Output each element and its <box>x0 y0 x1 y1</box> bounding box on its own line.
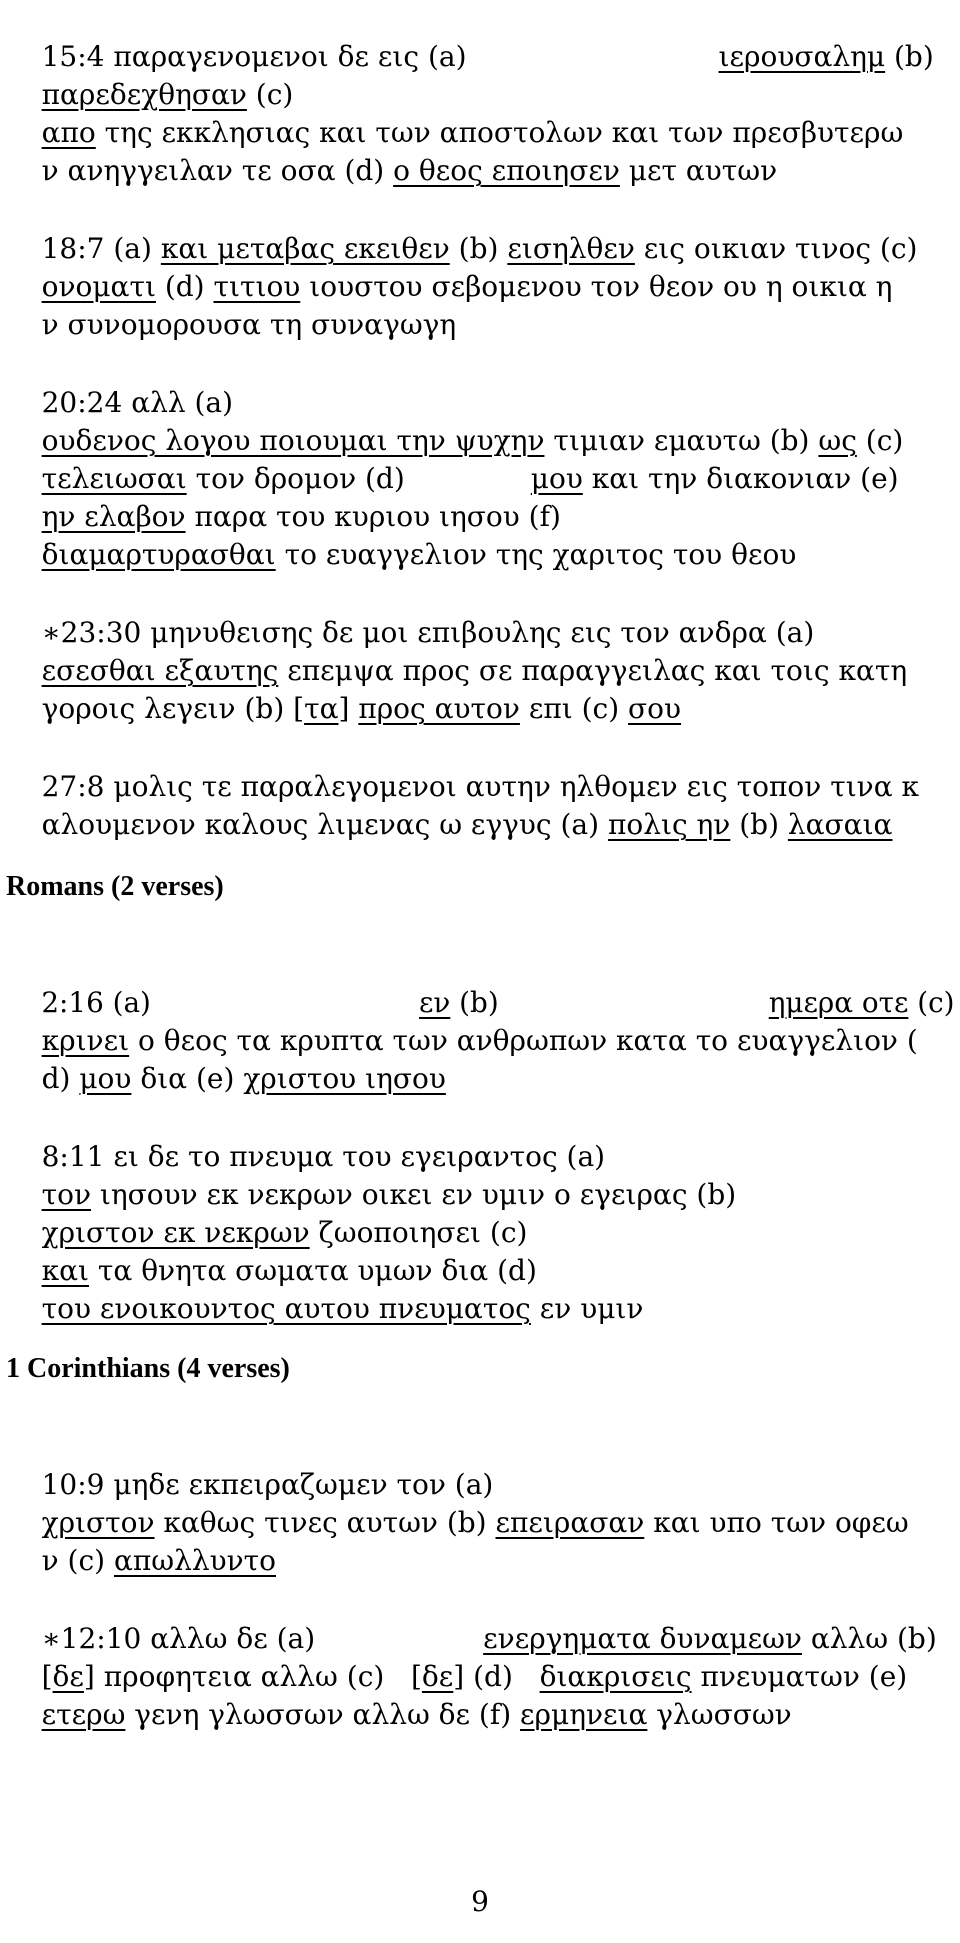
verse-line: τελειωσαι τον δρομον (d) μου και την διακονιαν (e) <box>41 462 899 495</box>
verse-line: 2:16 (a) εν (b) ημερα οτε (c) <box>41 986 955 1019</box>
verse-line: 20:24 αλλ (a) <box>41 386 234 419</box>
verse-line: 18:7 (a) και μεταβας εκειθεν (b) εισηλθεν εις οικιαν τινος (c) <box>41 232 918 265</box>
section-heading: Romans (2 verses) <box>6 871 224 902</box>
verse-line: ∗23:30 μηνυθεισης δε μοι επιβουλης εις τον ανδρα (a) <box>41 616 815 649</box>
verse-line: και τα θνητα σωματα υμων δια (d) <box>41 1254 537 1287</box>
verse-line: 15:4 παραγενομενοι δε εις (a) ιερουσαλημ (b) <box>41 40 934 73</box>
verse-line: 10:9 μηδε εκπειραζωμεν τον (a) <box>41 1468 494 1501</box>
verse-line: ∗12:10 αλλω δε (a) ενεργηματα δυναμεων αλλω (b) <box>41 1622 937 1655</box>
verse-line: d) μου δια (e) χριστου ιησου <box>41 1062 446 1095</box>
verse-line: διαμαρτυρασθαι το ευαγγελιον της χαριτος του θεου <box>41 538 797 571</box>
document-page <box>6 0 954 1943</box>
verse-line: γοροις λεγειν (b) [τα] προς αυτον επι (c) σου <box>41 692 682 725</box>
verse-line: αλουμενον καλους λιμενας ω εγγυς (a) πολις ην (b) λασαια <box>41 808 893 841</box>
verse-line: τον ιησουν εκ νεκρων οικει εν υμιν ο εγειρας (b) <box>41 1178 737 1211</box>
verse-line: [δε] προφητεια αλλω (c) [δε] (d) διακρισεις πνευματων (e) <box>41 1660 908 1693</box>
page-number: 9 <box>471 1885 489 1918</box>
verse-line: παρεδεχθησαν (c) <box>41 78 294 111</box>
verse-line: 8:11 ει δε το πνευμα του εγειραντος (a) <box>41 1140 606 1173</box>
verse-line: εσεσθαι εξαυτης επεμψα προς σε παραγγειλας και τοις κατη <box>41 654 908 687</box>
verse-line: απο της εκκλησιας και των αποστολων και των πρεσβυτερω <box>41 116 904 149</box>
verse-line: του ενοικουντος αυτου πνευματος εν υμιν <box>41 1292 644 1325</box>
section-heading: 1 Corinthians (4 verses) <box>6 1353 290 1384</box>
verse-line: χριστον εκ νεκρων ζωοποιησει (c) <box>41 1216 528 1249</box>
verse-line: 27:8 μολις τε παραλεγομενοι αυτην ηλθομεν εις τοπον τινα κ <box>41 770 920 803</box>
verse-line: ετερω γενη γλωσσων αλλω δε (f) ερμηνεια γλωσσων <box>41 1698 792 1731</box>
verse-line: ν (c) απωλλυντο <box>41 1544 276 1577</box>
verse-line: ονοματι (d) τιτιου ιουστου σεβομενου τον θεον ου η οικια η <box>41 270 893 303</box>
verse-line: ην ελαβον παρα του κυριου ιησου (f) <box>41 500 561 533</box>
verse-line: ν συνομορουσα τη συναγωγη <box>41 308 457 341</box>
verse-line: χριστον καθως τινες αυτων (b) επειρασαν και υπο των οφεω <box>41 1506 909 1539</box>
verse-line: κρινει ο θεος τα κρυπτα των ανθρωπων κατα το ευαγγελιον ( <box>41 1024 918 1057</box>
verse-line: ν ανηγγειλαν τε οσα (d) ο θεος εποιησεν μετ αυτων <box>41 154 778 187</box>
verse-line: ουδενος λογου ποιουμαι την ψυχην τιμιαν εμαυτω (b) ως (c) <box>41 424 904 457</box>
